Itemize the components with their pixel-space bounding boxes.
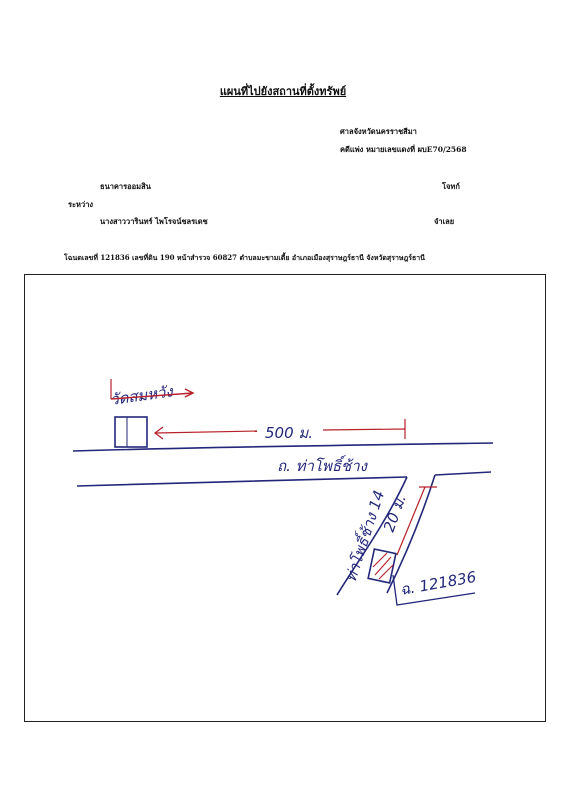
temple-label: วัดสมหวัง xyxy=(109,382,174,409)
plaintiff-role: โจทก์ xyxy=(442,182,460,191)
distance-line-right xyxy=(323,429,405,430)
court-name: ศาลจังหวัดนครราชสีมา xyxy=(340,127,417,136)
side-road-label: ท่าโพธิ์ช้าง 14 xyxy=(341,488,389,585)
map-frame xyxy=(24,274,546,722)
defendant-name: นางสาววารินทร์ ไพโรจน์ชลรเดช xyxy=(100,217,208,226)
land-description: โฉนดเลขที่ 121836 เลขที่ดิน 190 หน้าสำรวจ 60827 ตำบลมะขามเตี้ย อำเภอเมืองสุราษฎร์ธานี จังหวัดสุราษฎร์ธานี xyxy=(64,253,425,262)
defendant-role: จำเลย xyxy=(434,217,455,226)
distance-side-label: 20 ม. xyxy=(379,492,410,535)
parcel-label: ฉ. 121836 xyxy=(398,567,478,599)
parcel-plot xyxy=(368,549,396,583)
between-label: ระหว่าง xyxy=(68,200,94,209)
plaintiff-name: ธนาคารออมสิน xyxy=(100,182,151,191)
document-title: แผนที่ไปยังสถานที่ตั้งทรัพย์ xyxy=(219,85,347,98)
temple-building xyxy=(115,417,147,447)
distance-main-label: 500 ม. xyxy=(265,424,314,442)
distance-line-left xyxy=(155,431,257,433)
main-road-label: ถ. ท่าโพธิ์ช้าง xyxy=(277,457,367,475)
case-number: คดีแพ่ง หมายเลขแดงที่ ผบE70/2568 xyxy=(340,145,467,154)
hand-drawn-map xyxy=(25,275,545,721)
